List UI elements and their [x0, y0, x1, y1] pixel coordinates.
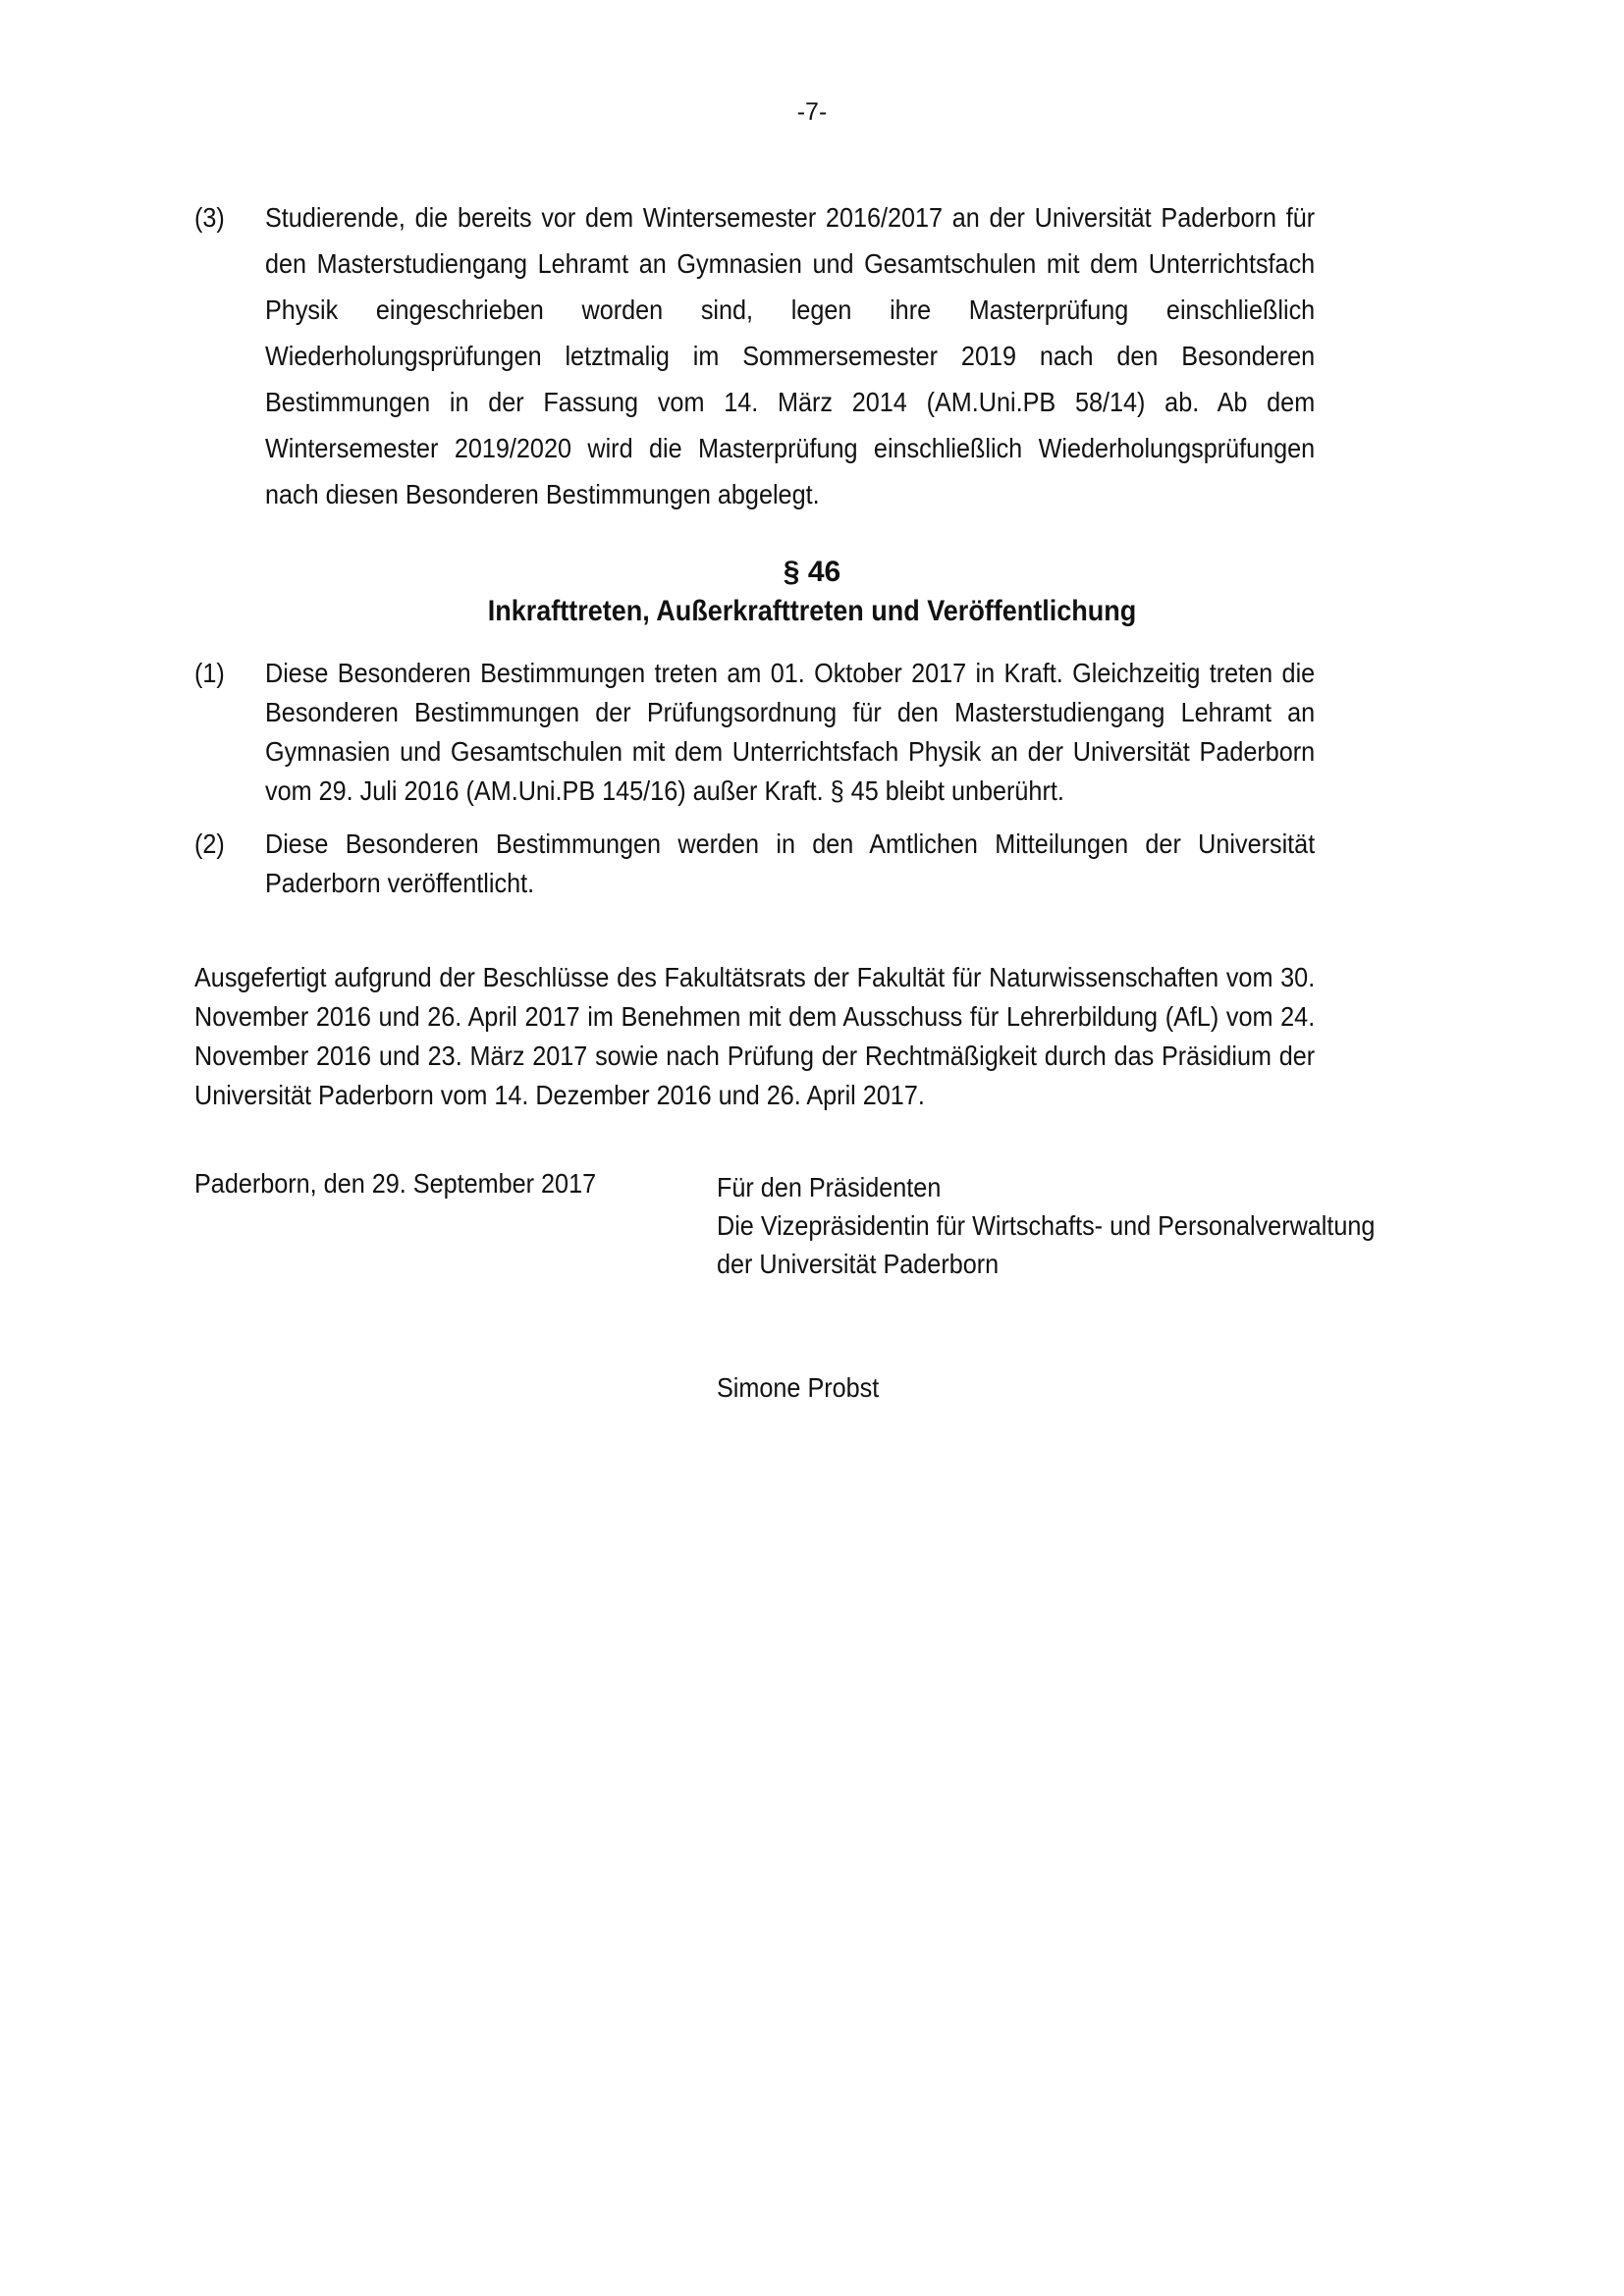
signature-block: [717, 1168, 1375, 1283]
section-title: Inkrafttreten, Außerkrafttreten und Veröffentlichung: [487, 595, 1137, 627]
section-paragraph-2-number: (2): [194, 828, 225, 859]
section-number: § 46: [783, 556, 841, 588]
signature-line-2: Die Vizepräsidentin für Wirtschafts- und Personalverwaltung: [717, 1210, 1376, 1241]
signature-line-1: Für den Präsidenten: [717, 1172, 942, 1202]
signer-name: Simone Probst: [717, 1372, 880, 1403]
section-paragraph-2-text: Diese Besonderen Bestimmungen werden in den Amtlichen Mitteilungen der Universität Paderborn veröffentlicht.: [265, 828, 1316, 898]
paragraph-3-text: Studierende, die bereits vor dem Wintersemester 2016/2017 an der Universität Paderborn für den Masterstudiengang Lehramt an Gymnasien und Gesamtschulen mit dem Unterrichtsfach Physik eingeschrieben worden sind, legen ihre Masterprüfung einschließlich Wiederholungsprüfungen letztmalig im Sommersemester 2019 nach den Besonderen Bestimmungen in der Fassung vom 14. März 2014 (AM.Uni.PB 58/14) ab. Ab dem Wintersemester 2019/2020 wird die Masterprüfung einschließlich Wiederholungsprüfungen nach diesen Besonderen Bestimmungen abgelegt.: [265, 202, 1316, 509]
signature-line-3: der Universität Paderborn: [717, 1249, 1000, 1279]
paragraph-3: [194, 194, 1315, 517]
section-paragraph-2: [194, 825, 1315, 903]
place-and-date: Paderborn, den 29. September 2017: [194, 1168, 597, 1199]
section-paragraph-1: [194, 654, 1315, 811]
page-number: -7-: [796, 98, 828, 126]
section-paragraph-1-text: Diese Besonderen Bestimmungen treten am 01. Oktober 2017 in Kraft. Gleichzeitig treten die Besonderen Bestimmungen der Prüfungsordnung für den Masterstudiengang Lehramt an Gymnasien und Gesamtschulen mit dem Unterrichtsfach Physik an der Universität Paderborn vom 29. Juli 2016 (AM.Uni.PB 145/16) außer Kraft. § 45 bleibt unberührt.: [265, 658, 1316, 806]
paragraph-3-number: (3): [194, 202, 225, 233]
closing-statement: Ausgefertigt aufgrund der Beschlüsse des Fakultätsrats der Fakultät für Naturwissenschaften vom 30. November 2016 und 26. April 2017 im Benehmen mit dem Ausschuss für Lehrerbildung (AfL) vom 24. November 2016 und 23. März 2017 sowie nach Prüfung der Rechtmäßigkeit durch das Präsidium der Universität Paderborn vom 14. Dezember 2016 und 26. April 2017.: [194, 962, 1316, 1110]
section-paragraph-1-number: (1): [194, 658, 225, 688]
